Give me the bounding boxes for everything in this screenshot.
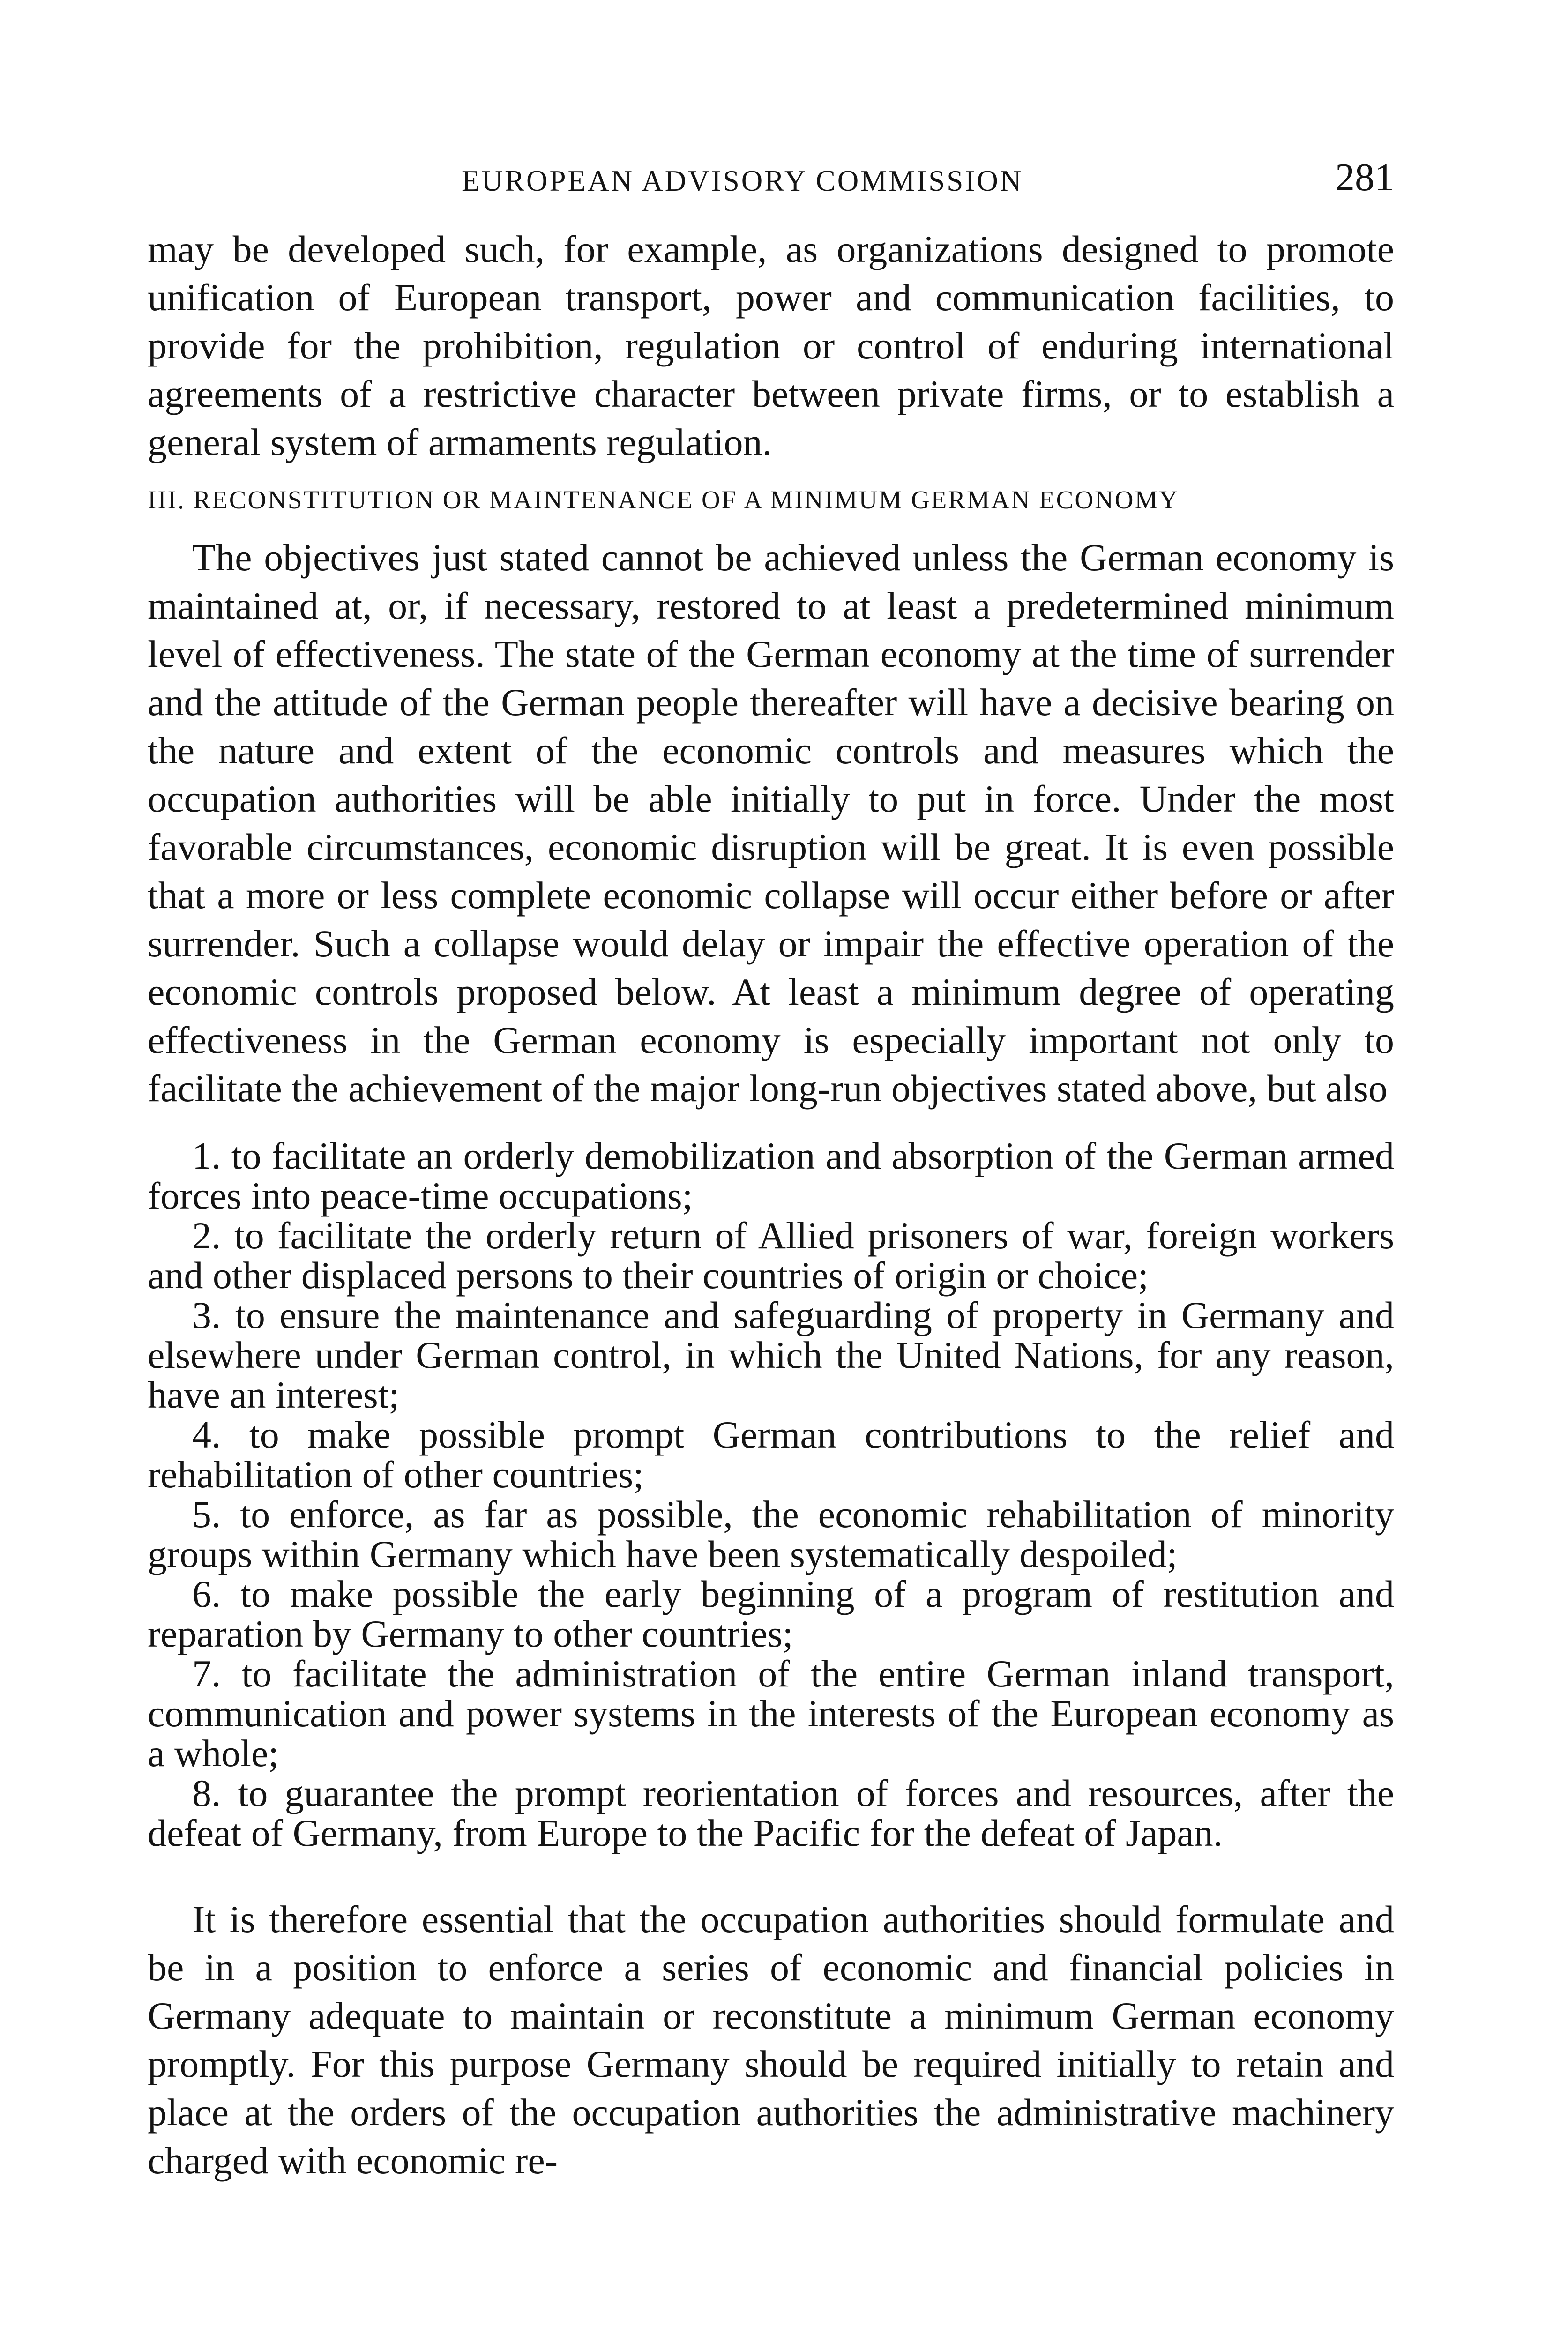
section-heading: III. RECONSTITUTION OR MAINTENANCE OF A MINIMUM GERMAN ECONOMY	[148, 485, 1180, 514]
list-item: 1. to facilitate an orderly demobilization and absorption of the German armed forces into peace-time occupations;	[148, 1134, 1394, 1217]
list-item: 2. to facilitate the orderly return of Allied prisoners of war, foreign workers and other displaced persons to their countries of origin or choice;	[148, 1214, 1394, 1297]
intro-paragraph: may be developed such, for example, as organizations designed to promote unification of European transport, power and communication facilities, to provide for the prohibition, regulation or control of enduring international agreements of a restrictive character between private firms, or to establish a general system of armaments regulation.	[148, 228, 1394, 463]
list-item: 8. to guarantee the prompt reorientation of forces and resources, after the defeat of Germany, from Europe to the Pacific for the defeat of Japan.	[148, 1772, 1394, 1854]
list-item: 3. to ensure the maintenance and safeguarding of property in Germany and elsewhere under German control, in which the United Nations, for any reason, have an interest;	[148, 1294, 1394, 1416]
list-item: 4. to make possible prompt German contributions to the relief and rehabilitation of other countries;	[148, 1413, 1394, 1496]
list-item: 5. to enforce, as far as possible, the economic rehabilitation of minority groups within Germany which have been systematically despoiled;	[148, 1493, 1394, 1575]
running-header	[148, 155, 1394, 206]
closing-paragraph: It is therefore essential that the occupation authorities should formulate and be in a position to enforce a series of economic and financial policies in Germany adequate to maintain or reconstitute a minimum German economy promptly. For this purpose Germany should be required initially to retain and place at the orders of the occupation authorities the administrative machinery charged with economic re-	[148, 1898, 1394, 2182]
main-paragraph: The objectives just stated cannot be achieved unless the German economy is maintained at, or, if necessary, restored to at least a predetermined minimum level of effectiveness. The state of the German economy at the time of surrender and the attitude of the German people thereafter will have a decisive bearing on the nature and extent of the economic controls and measures which the occupation authorities will be able initially to put in force. Under the most favorable circumstances, economic disruption will be great. It is even possible that a more or less complete economic collapse will occur either before or after surrender. Such a collapse would delay or impair the effective operation of the economic controls proposed below. At least a minimum degree of operating effectiveness in the German economy is especially important not only to facilitate the achievement of the major long-run objectives stated above, but also	[148, 536, 1394, 1110]
document-page	[148, 155, 1394, 2185]
objectives-list	[148, 1136, 1394, 1853]
page-number: 281	[1335, 156, 1394, 199]
list-item: 6. to make possible the early beginning of a program of restitution and reparation by Germany to other countries;	[148, 1573, 1394, 1655]
running-title: EUROPEAN ADVISORY COMMISSION	[462, 164, 1023, 197]
list-item: 7. to facilitate the administration of the entire German inland transport, communication and power systems in the interests of the European economy as a whole;	[148, 1652, 1394, 1775]
